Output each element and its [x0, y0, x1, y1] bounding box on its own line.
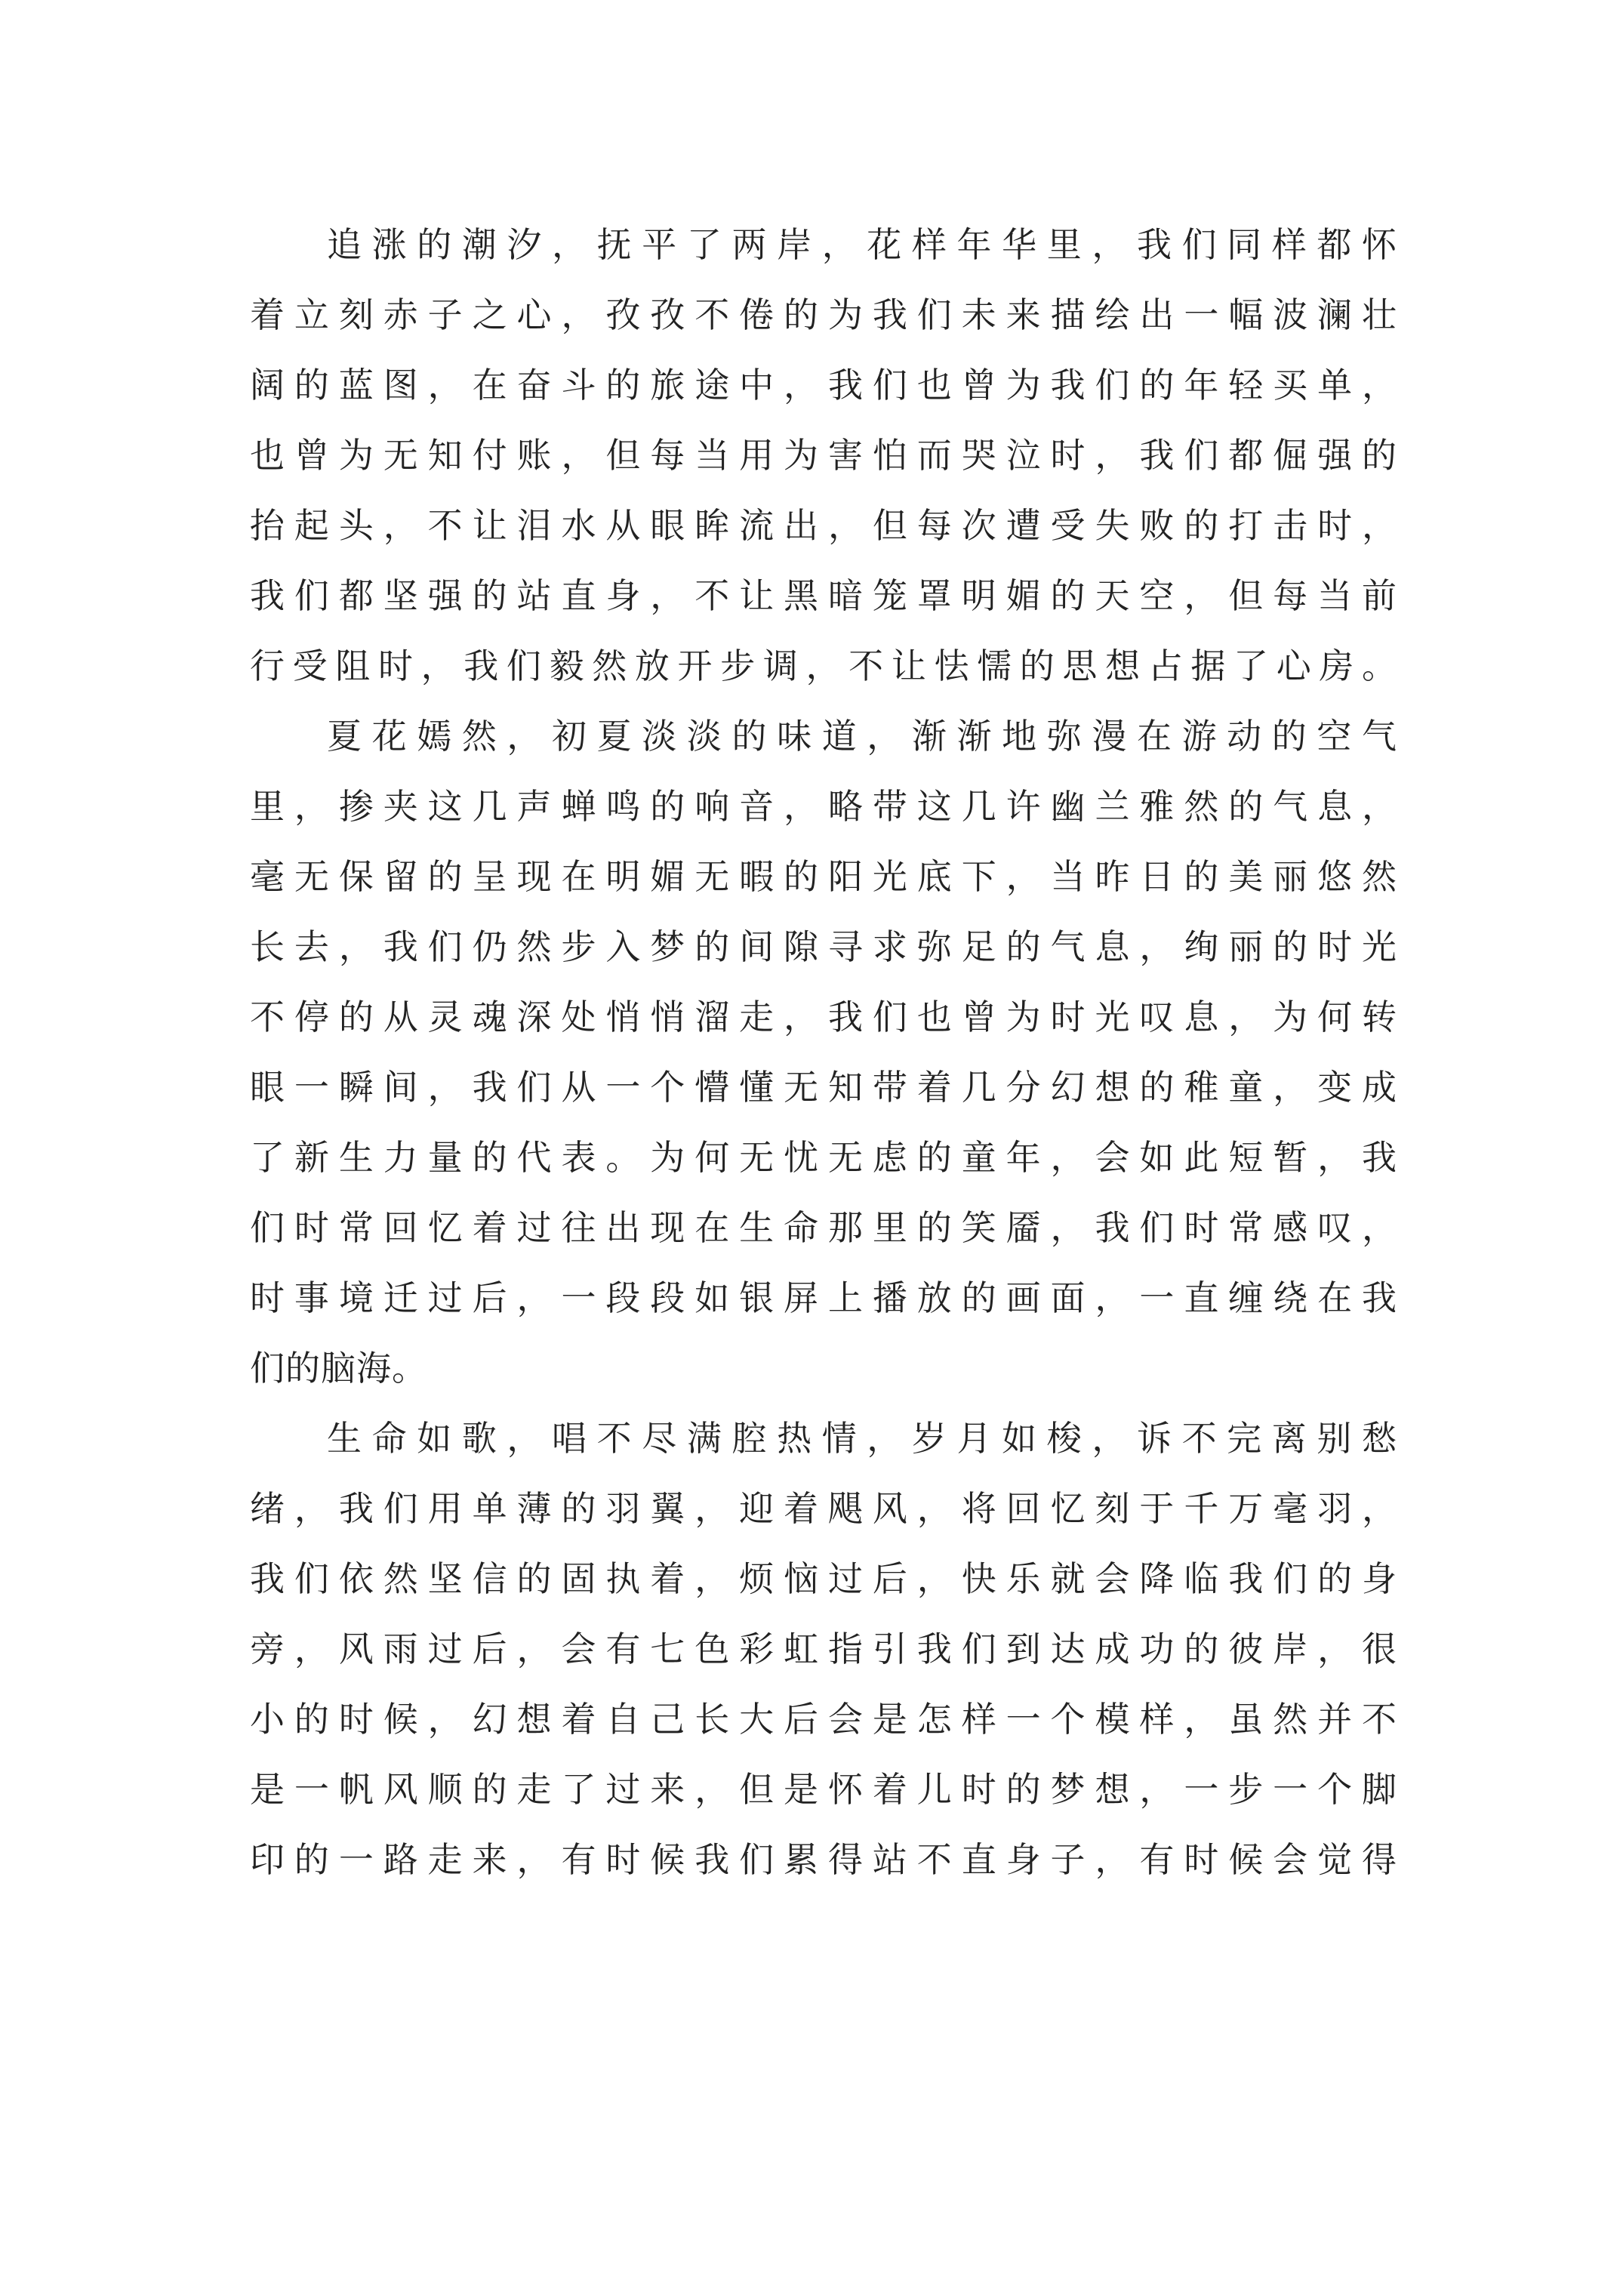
text-line: 时事境迁过后，一段段如银屏上播放的画面，一直缠绕在我 — [250, 1277, 1397, 1318]
text-line: 里，掺夹这几声蝉鸣的响音，略带这几许幽兰雅然的气息， — [250, 786, 1397, 827]
text-line: 着立刻赤子之心，孜孜不倦的为我们未来描绘出一幅波澜壮 — [250, 294, 1397, 335]
text-line: 生命如歌，唱不尽满腔热情，岁月如梭，诉不完离别愁 — [327, 1418, 1397, 1459]
text-line: 抬起头，不让泪水从眼眸流出，但每次遭受失败的打击时， — [250, 505, 1397, 546]
paragraph-3 — [250, 1404, 1397, 1895]
text-line: 我们依然坚信的固执着，烦恼过后，快乐就会降临我们的身 — [250, 1558, 1397, 1599]
text-line: 也曾为无知付账，但每当用为害怕而哭泣时，我们都倔强的 — [250, 435, 1397, 476]
text-line: 不停的从灵魂深处悄悄溜走，我们也曾为时光叹息，为何转 — [250, 997, 1397, 1037]
text-line: 我们都坚强的站直身，不让黑暗笼罩明媚的天空，但每当前 — [250, 575, 1397, 616]
text-line: 行受阻时，我们毅然放开步调，不让怯懦的思想占据了心房。 — [250, 646, 1397, 686]
text-line: 们时常回忆着过往出现在生命那里的笑靥，我们时常感叹， — [250, 1207, 1397, 1248]
text-line: 阔的蓝图，在奋斗的旅途中，我们也曾为我们的年轻买单， — [250, 365, 1397, 405]
paragraph-2 — [250, 701, 1397, 1404]
text-line: 追涨的潮汐，抚平了两岸，花样年华里，我们同样都怀 — [327, 224, 1397, 265]
text-line: 们的脑海。 — [250, 1348, 427, 1388]
body-text — [250, 210, 1397, 1895]
text-line: 毫无保留的呈现在明媚无暇的阳光底下，当昨日的美丽悠然 — [250, 856, 1397, 897]
text-line: 印的一路走来，有时候我们累得站不直身子，有时候会觉得 — [250, 1839, 1397, 1880]
text-line: 绪，我们用单薄的羽翼，迎着飓风，将回忆刻于千万毫羽， — [250, 1488, 1397, 1529]
text-line: 长去，我们仍然步入梦的间隙寻求弥足的气息，绚丽的时光 — [250, 926, 1397, 967]
text-line: 是一帆风顺的走了过来，但是怀着儿时的梦想，一步一个脚 — [250, 1769, 1397, 1810]
text-line: 了新生力量的代表。为何无忧无虑的童年，会如此短暂，我 — [250, 1137, 1397, 1178]
text-line: 眼一瞬间，我们从一个懵懂无知带着几分幻想的稚童，变成 — [250, 1067, 1397, 1108]
text-line: 夏花嫣然，初夏淡淡的味道，渐渐地弥漫在游动的空气 — [327, 716, 1397, 757]
text-line: 旁，风雨过后，会有七色彩虹指引我们到达成功的彼岸，很 — [250, 1629, 1397, 1669]
paragraph-1 — [250, 210, 1397, 701]
text-line: 小的时候，幻想着自己长大后会是怎样一个模样，虽然并不 — [250, 1699, 1397, 1740]
